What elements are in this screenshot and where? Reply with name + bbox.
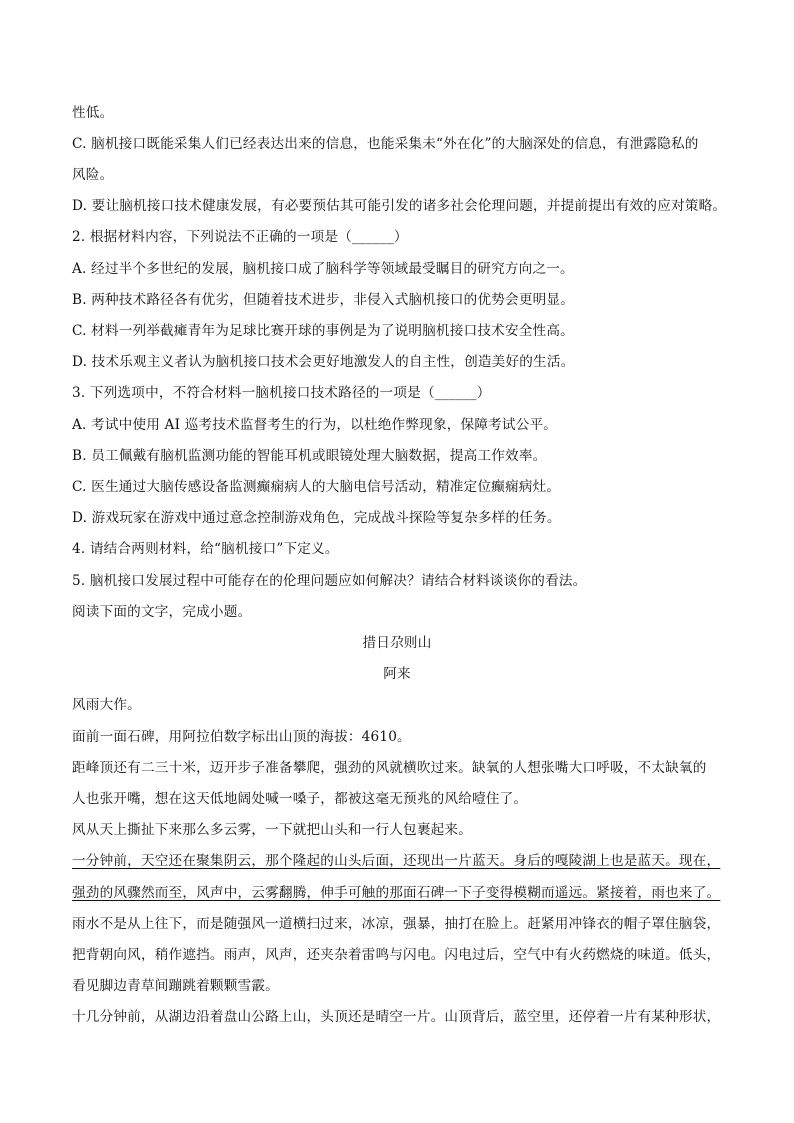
underlined-passage-line: 一分钟前，天空还在聚集阴云，那个隆起的山头后面，还现出一片蓝天。身后的嘎陵湖上也是蓝天。现在， [72,853,721,869]
option-d: D. 要让脑机接口技术健康发展，有必要预估其可能引发的诸多社会伦理问题，并提前提出有效的应对策略。 [72,198,727,214]
paragraph-line: 面前一面石碑，用阿拉伯数字标出山顶的海拔：4610。 [72,729,411,745]
article-title: 措日尕则山 [362,635,432,651]
paragraph-line: 把背朝向风，稍作遮挡。雨声，风声，还夹杂着雷鸣与闪电。闪电过后，空气中有火药燃烧的味道。低头， [72,947,721,963]
text-line: 风险。 [72,167,114,183]
paragraph-line: 风雨大作。 [72,697,141,713]
paragraph-line: 距峰顶还有二三十米，迈开步子准备攀爬，强劲的风就横吹过来。缺氧的人想张嘴大口呼吸，不太缺氧的 [72,760,707,776]
question-3: 3. 下列选项中，不符合材料一脑机接口技术路径的一项是（______） [72,385,491,401]
underlined-passage-line: 强劲的风骤然而至，风声中，云雾翻腾，伸手可触的那面石碑一下子变得模糊而遥远。紧接着，雨也来了。 [72,885,721,901]
option-d: D. 技术乐观主义者认为脑机接口技术会更好地激发人的自主性，创造美好的生活。 [72,354,575,370]
option-c: C. 医生通过大脑传感设备监测癫痫病人的大脑电信号活动，精准定位癫痫病灶。 [72,479,561,495]
option-c: C. 材料一列举截瘫青年为足球比赛开球的事例是为了说明脑机接口技术安全性高。 [72,323,574,339]
paragraph-line: 看见脚边青草间蹦跳着颗颗雪霰。 [72,978,279,994]
paragraph-line: 人也张开嘴，想在这天低地阔处喊一嗓子，都被这毫无预兆的风给噎住了。 [72,791,528,807]
option-b: B. 两种技术路径各有优劣，但随着技术进步，非侵入式脑机接口的优势会更明显。 [72,292,575,308]
option-b: B. 员工佩戴有脑机监测功能的智能耳机或眼镜处理大脑数据，提高工作效率。 [72,448,547,464]
question-2: 2. 根据材料内容，下列说法不正确的一项是（______） [72,229,408,245]
option-a: A. 考试中使用 AI 巡考技术监督考生的行为，以杜绝作弊现象，保障考试公平。 [72,417,558,433]
question-4: 4. 请结合两则材料，给“脑机接口”下定义。 [72,541,339,557]
article-author: 阿来 [383,666,411,682]
text-line: 性低。 [72,105,114,121]
paragraph-line: 风从天上撕扯下来那么多云雾，一下就把山头和一行人包裹起来。 [72,822,473,838]
question-5: 5. 脑机接口发展过程中可能存在的伦理问题应如何解决？请结合材料谈谈你的看法。 [72,573,587,589]
paragraph-line: 十几分钟前，从湖边沿着盘山公路上山，头顶还是晴空一片。山顶背后，蓝空里，还停着一片有某种形状， [72,1009,721,1025]
option-a: A. 经过半个多世纪的发展，脑机接口成了脑科学等领域最受瞩目的研究方向之一。 [72,261,574,277]
reading-instruction: 阅读下面的文字，完成小题。 [72,604,252,620]
option-d: D. 游戏玩家在游戏中通过意念控制游戏角色，完成战斗探险等复杂多样的任务。 [72,510,561,526]
paragraph-line: 雨水不是从上往下，而是随强风一道横扫过来，冰凉，强暴，抽打在脸上。赶紧用冲锋衣的帽子罩住脑袋， [72,916,721,932]
option-c: C. 脑机接口既能采集人们已经表达出来的信息，也能采集未“外在化”的大脑深处的信息，有泄露隐私的 [72,136,699,152]
